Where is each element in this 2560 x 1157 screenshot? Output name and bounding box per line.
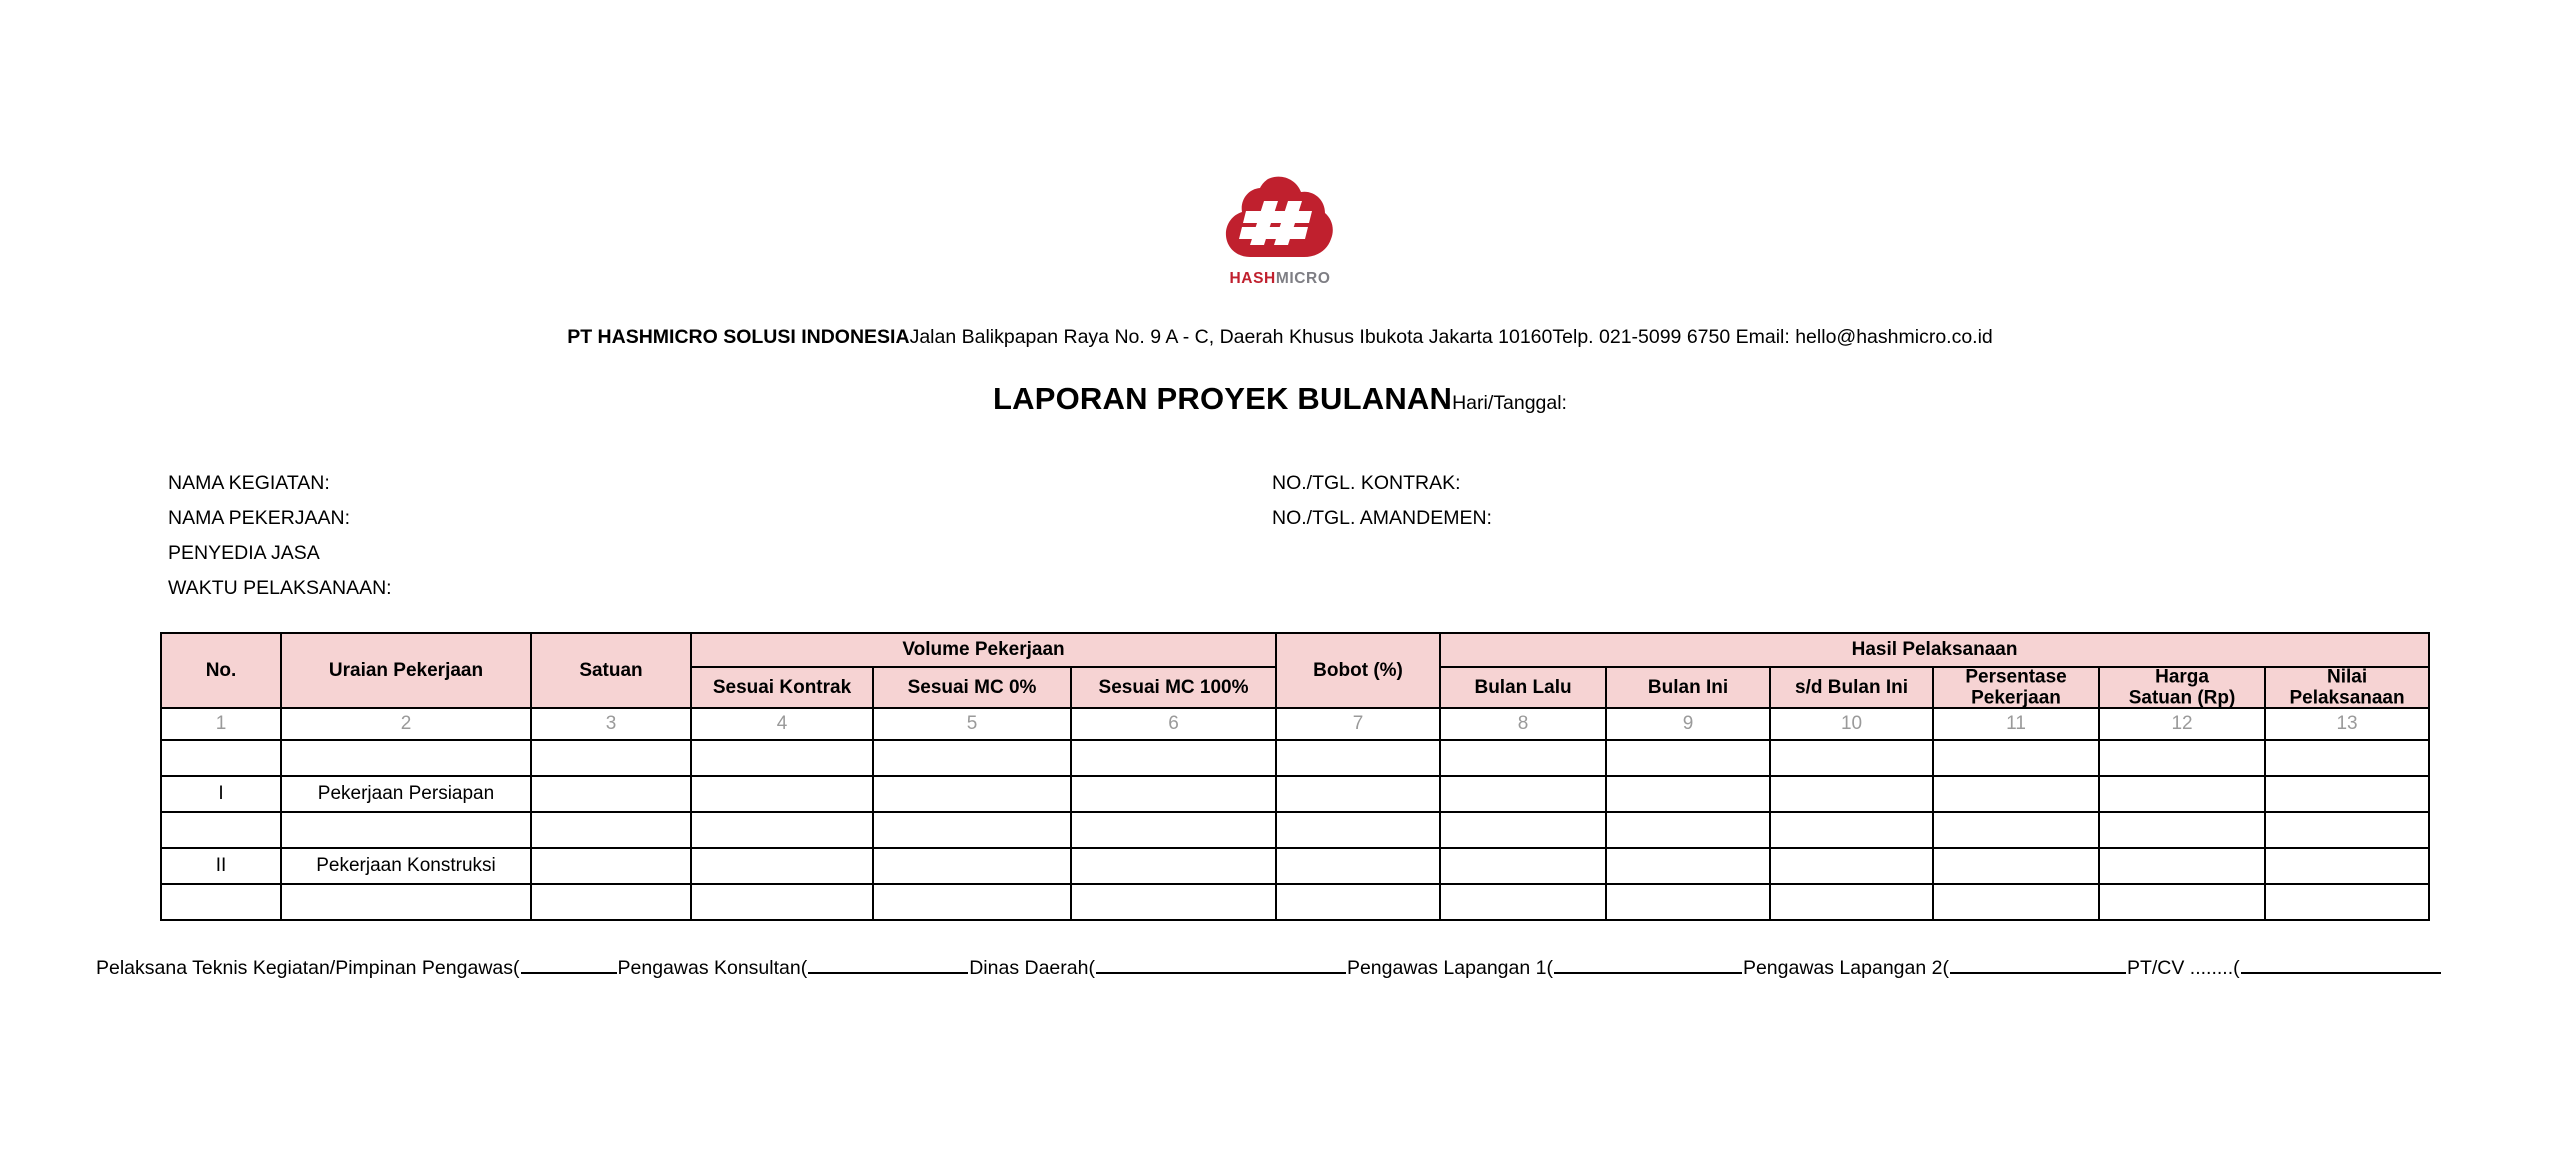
cell-harga-satuan[interactable] — [2099, 884, 2265, 920]
company-header-line — [0, 325, 2560, 349]
table-column-number-row — [161, 708, 2429, 740]
meta-row — [168, 571, 2408, 606]
colnum-8: 8 — [1440, 708, 1606, 740]
cell-bulan-lalu[interactable] — [1440, 776, 1606, 812]
page-title: LAPORAN PROYEK BULANAN — [993, 381, 1453, 416]
cell-satuan[interactable] — [531, 812, 691, 848]
cell-sesuai-mc-0[interactable] — [873, 740, 1071, 776]
cell-nilai-pelaksanaan[interactable] — [2265, 776, 2429, 812]
cell-harga-satuan[interactable] — [2099, 812, 2265, 848]
cell-satuan[interactable] — [531, 776, 691, 812]
cell-sesuai-kontrak[interactable] — [691, 740, 873, 776]
cell-harga-satuan[interactable] — [2099, 740, 2265, 776]
cell-bobot[interactable] — [1276, 812, 1440, 848]
cell-sesuai-kontrak[interactable] — [691, 812, 873, 848]
signature-underline[interactable] — [521, 956, 617, 974]
cell-no[interactable] — [161, 812, 281, 848]
cell-persentase[interactable] — [1933, 776, 2099, 812]
colnum-9: 9 — [1606, 708, 1770, 740]
cell-bobot[interactable] — [1276, 776, 1440, 812]
col-header-satuan: Satuan — [531, 633, 691, 708]
hashmicro-cloud-hash-icon — [1224, 175, 1336, 267]
colnum-2: 2 — [281, 708, 531, 740]
col-header-sd-bulan-ini: s/d Bulan Ini — [1770, 667, 1933, 708]
signature-footer-text — [96, 948, 2442, 988]
cell-satuan[interactable] — [531, 848, 691, 884]
col-header-harga-line2: Satuan (Rp) — [2128, 687, 2236, 709]
cell-uraian[interactable]: Pekerjaan Konstruksi — [281, 848, 531, 884]
table-row[interactable] — [161, 812, 2429, 848]
col-header-sesuai-mc-0: Sesuai MC 0% — [873, 667, 1071, 708]
report-table — [160, 632, 2430, 921]
table-header-row-group — [161, 633, 2429, 667]
signature-footer — [0, 948, 2560, 988]
company-name: PT HASHMICRO SOLUSI INDONESIA — [567, 326, 910, 348]
signature-label: Pelaksana Teknis Kegiatan/Pimpinan Pengawas( — [96, 957, 520, 979]
logo-text-micro: MICRO — [1275, 270, 1331, 287]
signature-underline[interactable] — [808, 956, 968, 974]
signature-underline[interactable] — [1096, 956, 1346, 974]
cell-sesuai-mc-100[interactable] — [1071, 848, 1276, 884]
meta-row — [168, 501, 2408, 536]
cell-bulan-ini[interactable] — [1606, 812, 1770, 848]
cell-sesuai-mc-100[interactable] — [1071, 812, 1276, 848]
cell-bulan-ini[interactable] — [1606, 776, 1770, 812]
signature-underline[interactable] — [1554, 956, 1742, 974]
cell-bobot[interactable] — [1276, 884, 1440, 920]
cell-sd-bulan-ini[interactable] — [1770, 848, 1933, 884]
logo-block — [1212, 175, 1348, 287]
cell-sesuai-kontrak[interactable] — [691, 884, 873, 920]
colnum-10: 10 — [1770, 708, 1933, 740]
col-header-persentase-line1: Persentase — [1965, 666, 2067, 688]
colnum-5: 5 — [873, 708, 1071, 740]
meta-row — [168, 536, 2408, 571]
signature-underline[interactable] — [2241, 956, 2441, 974]
cell-nilai-pelaksanaan[interactable] — [2265, 848, 2429, 884]
cell-sd-bulan-ini[interactable] — [1770, 740, 1933, 776]
colnum-3: 3 — [531, 708, 691, 740]
cell-satuan[interactable] — [531, 740, 691, 776]
cell-uraian[interactable] — [281, 884, 531, 920]
company-contact: Telp. 021-5099 6750 Email: hello@hashmicro.co.id — [1552, 326, 1993, 348]
cell-sesuai-mc-0[interactable] — [873, 848, 1071, 884]
cell-bobot[interactable] — [1276, 848, 1440, 884]
col-header-nilai-pelaksanaan — [2265, 667, 2429, 708]
cell-bulan-lalu[interactable] — [1440, 812, 1606, 848]
cell-bobot[interactable] — [1276, 740, 1440, 776]
cell-sesuai-kontrak[interactable] — [691, 776, 873, 812]
col-header-sesuai-kontrak: Sesuai Kontrak — [691, 667, 873, 708]
cell-persentase[interactable] — [1933, 884, 2099, 920]
signature-label: Pengawas Lapangan 1( — [1346, 957, 1553, 979]
document-title-row — [0, 382, 2560, 416]
label-nama-pekerjaan: NAMA PEKERJAAN: — [168, 507, 351, 529]
meta-fields — [168, 466, 2408, 606]
logo-text-hash: HASH — [1229, 270, 1276, 287]
col-header-nilai-line1: Nilai — [2326, 666, 2368, 688]
meta-row — [168, 466, 2408, 501]
cell-persentase[interactable] — [1933, 740, 2099, 776]
col-header-volume-pekerjaan: Volume Pekerjaan — [691, 633, 1276, 667]
cell-harga-satuan[interactable] — [2099, 776, 2265, 812]
colnum-11: 11 — [1933, 708, 2099, 740]
label-no-tgl-amandemen: NO./TGL. AMANDEMEN: — [1272, 507, 1492, 529]
cell-bulan-lalu[interactable] — [1440, 740, 1606, 776]
company-address: Jalan Balikpapan Raya No. 9 A - C, Daerah Khusus Ibukota Jakarta 10160 — [909, 326, 1553, 348]
cell-bulan-ini[interactable] — [1606, 740, 1770, 776]
logo-wordmark — [1212, 271, 1348, 287]
table-row[interactable] — [161, 848, 2429, 884]
signature-underline[interactable] — [1950, 956, 2126, 974]
cell-nilai-pelaksanaan[interactable] — [2265, 884, 2429, 920]
label-nama-kegiatan: NAMA KEGIATAN: — [168, 472, 330, 494]
cell-sesuai-mc-0[interactable] — [873, 776, 1071, 812]
col-header-bulan-ini: Bulan Ini — [1606, 667, 1770, 708]
col-header-no: No. — [161, 633, 281, 708]
col-header-bobot: Bobot (%) — [1276, 633, 1440, 708]
cell-satuan[interactable] — [531, 884, 691, 920]
colnum-6: 6 — [1071, 708, 1276, 740]
cell-sesuai-mc-100[interactable] — [1071, 740, 1276, 776]
cell-uraian[interactable] — [281, 740, 531, 776]
cell-harga-satuan[interactable] — [2099, 848, 2265, 884]
col-header-uraian-pekerjaan: Uraian Pekerjaan — [281, 633, 531, 708]
col-header-bulan-lalu: Bulan Lalu — [1440, 667, 1606, 708]
cell-bulan-ini[interactable] — [1606, 848, 1770, 884]
label-waktu-pelaksanaan: WAKTU PELAKSANAAN: — [168, 577, 392, 599]
date-label: Hari/Tanggal: — [1452, 392, 1567, 414]
table-row[interactable] — [161, 740, 2429, 776]
table-row[interactable] — [161, 776, 2429, 812]
colnum-4: 4 — [691, 708, 873, 740]
signature-label: Pengawas Lapangan 2( — [1742, 957, 1949, 979]
cell-sd-bulan-ini[interactable] — [1770, 776, 1933, 812]
cell-sd-bulan-ini[interactable] — [1770, 812, 1933, 848]
cell-persentase[interactable] — [1933, 848, 2099, 884]
signature-label: PT/CV ........( — [2126, 957, 2240, 979]
cell-sesuai-mc-100[interactable] — [1071, 776, 1276, 812]
cell-bulan-ini[interactable] — [1606, 884, 1770, 920]
cell-nilai-pelaksanaan[interactable] — [2265, 740, 2429, 776]
cell-no[interactable] — [161, 884, 281, 920]
col-header-persentase-pekerjaan — [1933, 667, 2099, 708]
cell-no[interactable]: II — [161, 848, 281, 884]
cell-sesuai-mc-0[interactable] — [873, 812, 1071, 848]
cell-bulan-lalu[interactable] — [1440, 848, 1606, 884]
colnum-12: 12 — [2099, 708, 2265, 740]
report-table-wrap — [160, 632, 2405, 921]
cell-uraian[interactable]: Pekerjaan Persiapan — [281, 776, 531, 812]
cell-bulan-lalu[interactable] — [1440, 884, 1606, 920]
label-penyedia-jasa: PENYEDIA JASA — [168, 542, 320, 564]
signature-label: Dinas Daerah( — [969, 957, 1095, 979]
cell-sd-bulan-ini[interactable] — [1770, 884, 1933, 920]
cell-uraian[interactable] — [281, 812, 531, 848]
col-header-harga-line1: Harga — [2155, 666, 2209, 688]
col-header-sesuai-mc-100: Sesuai MC 100% — [1071, 667, 1276, 708]
table-row[interactable] — [161, 884, 2429, 920]
col-header-hasil-pelaksanaan: Hasil Pelaksanaan — [1440, 633, 2429, 667]
cell-persentase[interactable] — [1933, 812, 2099, 848]
cell-nilai-pelaksanaan[interactable] — [2265, 812, 2429, 848]
cell-sesuai-kontrak[interactable] — [691, 848, 873, 884]
company-logo — [0, 175, 2560, 288]
colnum-7: 7 — [1276, 708, 1440, 740]
cell-sesuai-mc-100[interactable] — [1071, 884, 1276, 920]
col-header-harga-satuan — [2099, 667, 2265, 708]
signature-label: Pengawas Konsultan( — [617, 957, 808, 979]
col-header-persentase-line2: Pekerjaan — [1971, 687, 2061, 709]
colnum-13: 13 — [2265, 708, 2429, 740]
colnum-1: 1 — [161, 708, 281, 740]
label-no-tgl-kontrak: NO./TGL. KONTRAK: — [1272, 472, 1461, 494]
cell-no[interactable]: I — [161, 776, 281, 812]
cell-no[interactable] — [161, 740, 281, 776]
cell-sesuai-mc-0[interactable] — [873, 884, 1071, 920]
col-header-nilai-line2: Pelaksanaan — [2289, 687, 2405, 709]
